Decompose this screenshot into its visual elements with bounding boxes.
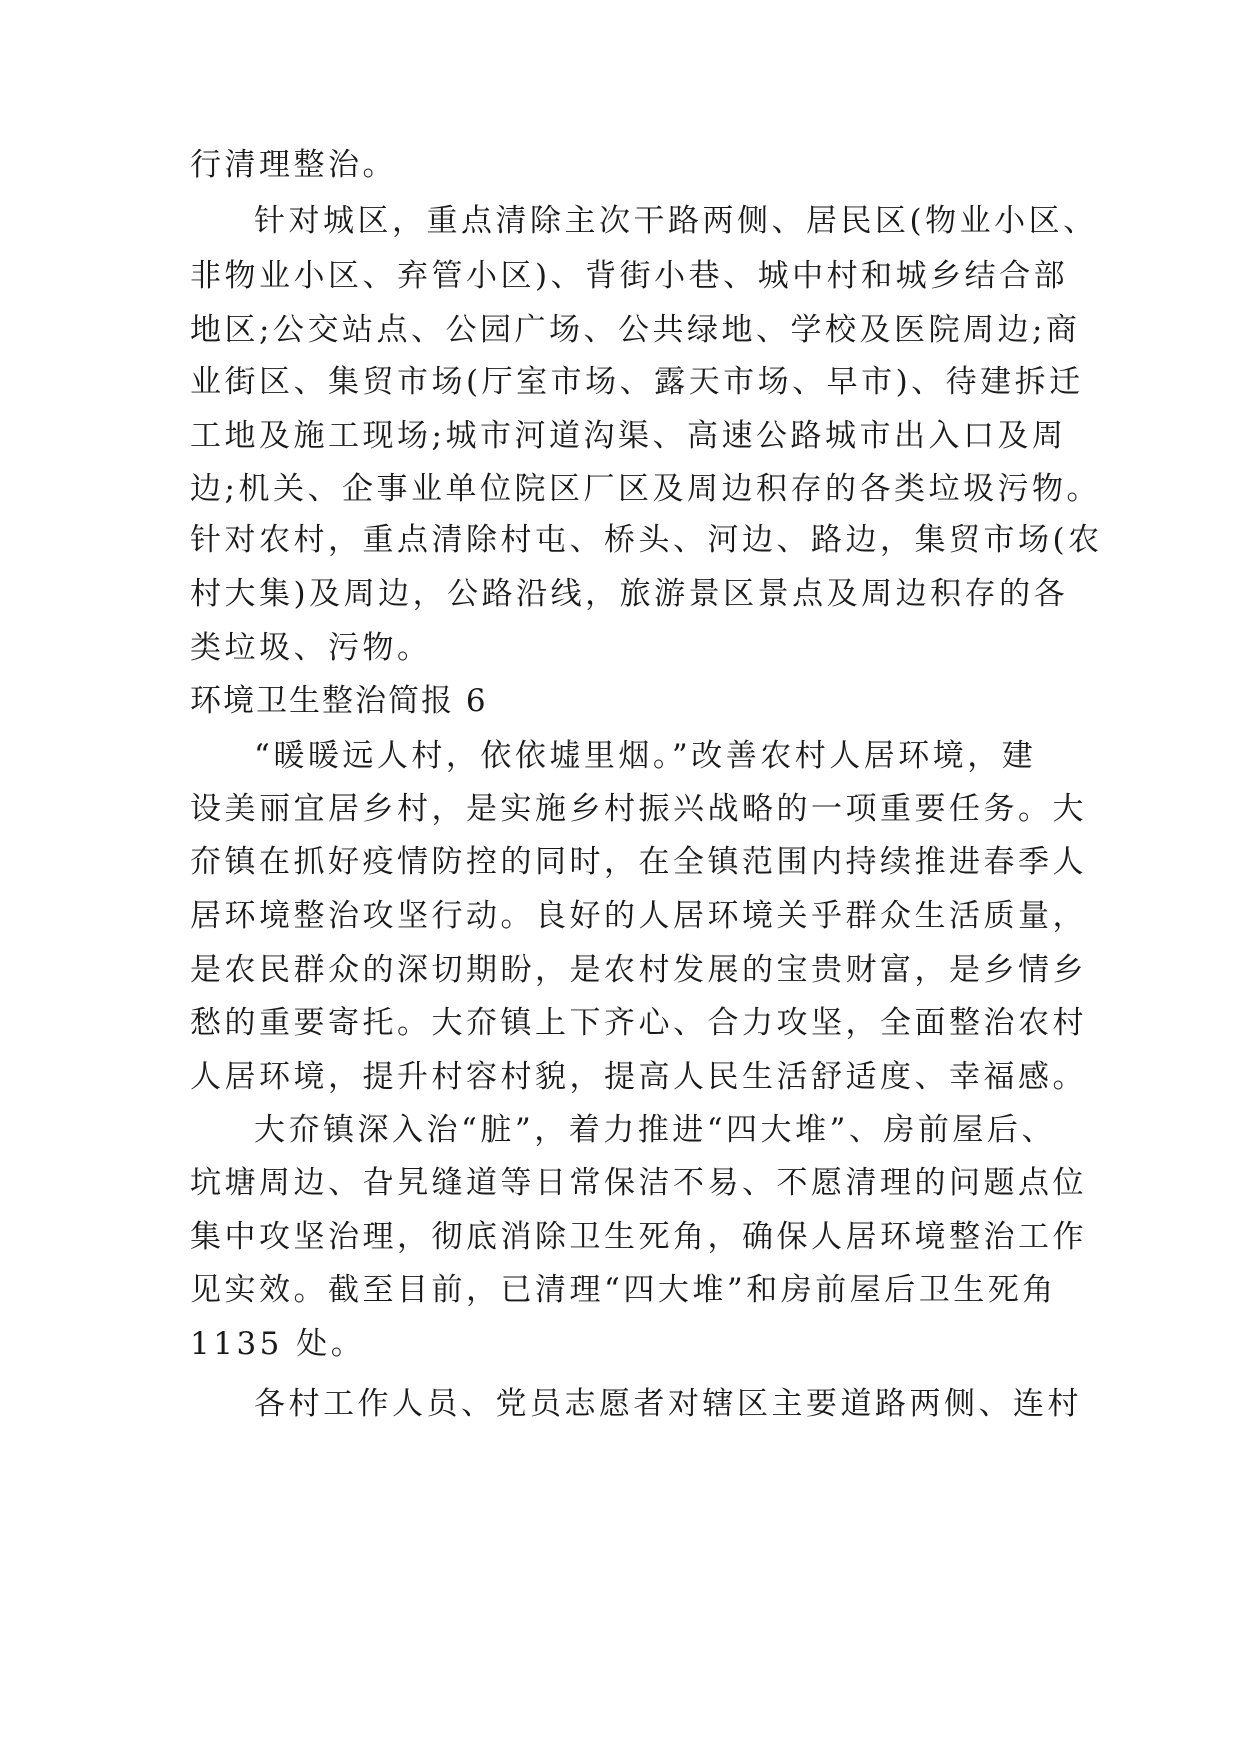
text-line: 行清理整治。 (190, 147, 397, 183)
paragraph-start-line: 大夼镇深入治“脏”，着力推进“四大堆”、房前屋后、 (254, 1112, 1056, 1148)
text-line: 类垃圾、污物。 (190, 630, 432, 666)
paragraph-start-line: 各村工作人员、党员志愿者对辖区主要道路两侧、连村 (254, 1386, 1082, 1422)
text-line: 边;机关、企事业单位院区厂区及周边积存的各类垃圾污物。 (190, 471, 1101, 507)
paragraph-start-line: “暖暖远人村，依依墟里烟。”改善农村人居环境，建 (254, 738, 1037, 774)
text-line: 坑塘周边、旮旯缝道等日常保洁不易、不愿清理的问题点位 (190, 1165, 1087, 1201)
text-line: 集中攻坚治理，彻底消除卫生死角，确保人居环境整治工作 (190, 1219, 1087, 1255)
text-line: 业街区、集贸市场(厅室市场、露天市场、早市)、待建拆迁 (190, 364, 1084, 400)
text-line: 愁的重要寄托。大夼镇上下齐心、合力攻坚，全面整治农村 (190, 1005, 1087, 1041)
text-line: 见实效。截至目前，已清理“四大堆”和房前屋后卫生死角 (190, 1272, 1057, 1308)
text-line: 针对农村，重点清除村屯、桥头、河边、路边，集贸市场(农 (190, 522, 1103, 558)
text-line: 设美丽宜居乡村，是实施乡村振兴战略的一项重要任务。大 (190, 791, 1087, 827)
text-line: 居环境整治攻坚行动。良好的人居环境关乎群众生活质量， (190, 898, 1087, 934)
text-line: 工地及施工现场;城市河道沟渠、高速公路城市出入口及周 (190, 418, 1067, 454)
text-line: 非物业小区、弃管小区)、背街小巷、城中村和城乡结合部 (190, 258, 1069, 294)
text-line: 1135 处。 (190, 1326, 366, 1362)
paragraph-start-line: 针对城区，重点清除主次干路两侧、居民区(物业小区、 (254, 203, 1098, 239)
text-line: 夼镇在抓好疫情防控的同时，在全镇范围内持续推进春季人 (190, 844, 1087, 880)
section-heading: 环境卫生整治简报 6 (190, 683, 488, 719)
text-line: 村大集)及周边，公路沿线，旅游景区景点及周边积存的各 (190, 576, 1069, 612)
text-line: 人居环境，提升村容村貌，提高人民生活舒适度、幸福感。 (190, 1059, 1087, 1095)
text-line: 是农民群众的深切期盼，是农村发展的宝贵财富，是乡情乡 (190, 952, 1087, 988)
text-line: 地区;公交站点、公园广场、公共绿地、学校及医院周边;商 (190, 312, 1081, 348)
